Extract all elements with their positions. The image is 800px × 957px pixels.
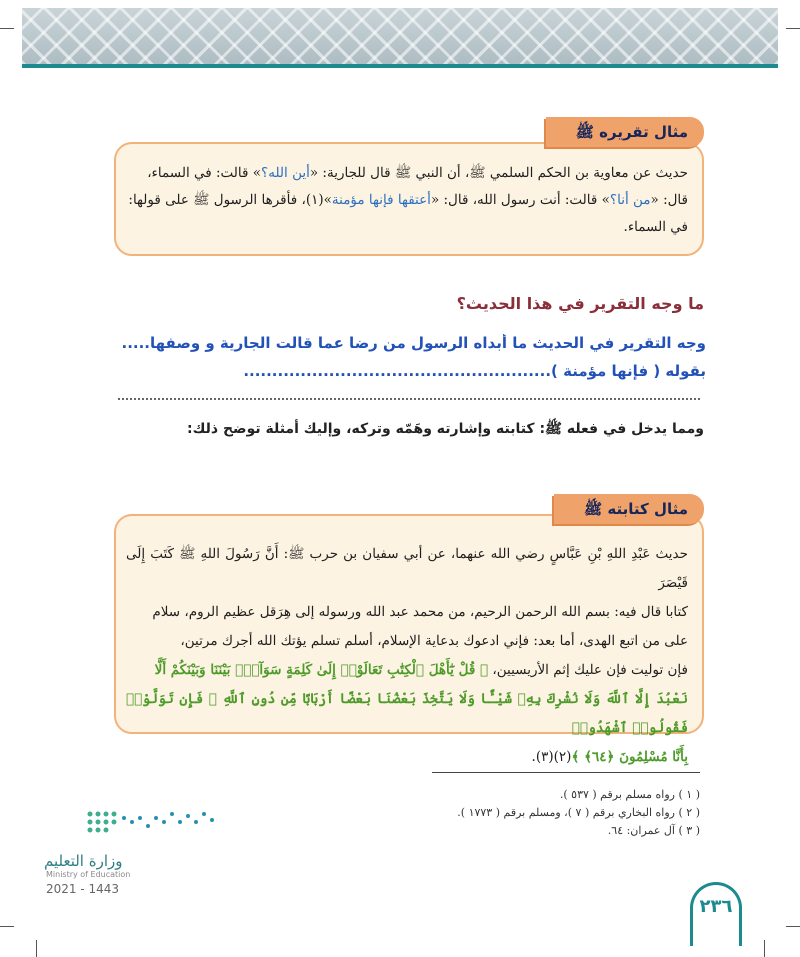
crop-mark — [0, 28, 14, 29]
text-line: بِأَنَّا مُسْلِمُونَ ﴿٦٤﴾ ﴾(٢)(٣). — [531, 749, 688, 765]
header-banner — [22, 8, 778, 68]
example-box-writing — [114, 514, 704, 765]
text-line: حديث عن معاوية بن الحكم السلمي ﷺ، أن النبي ﷺ قال للجارية: «أين الله؟» قالت: في السماء، — [147, 165, 688, 181]
text-line: نَعْبُدَ إِلَّا ٱللَّهَ وَلَا نُشْرِكَ بِهِۦ شَيْـًٔا وَلَا يَتَّخِذَ بَعْضُنَا بَعْضًا أَرْبَابًا مِّن دُونِ ٱللَّهِ ۚ فَإِن تَوَلَّوْا۟ فَقُولُوا۟ ٱشْهَدُوا۟ — [126, 691, 688, 736]
crop-mark — [786, 28, 800, 29]
text-line: في السماء. — [623, 219, 688, 235]
footnote-rule — [432, 772, 700, 773]
crop-mark — [786, 926, 800, 927]
answer-line-2: بقوله ( فإنها مؤمنة )...................................................... — [243, 362, 706, 380]
example-tab-approval: مثال تقريره ﷺ — [546, 117, 704, 147]
intro-text: ومما يدخل في فعله ﷺ: كتابته وإشارته وهَمّه وتركه، وإليك أمثلة توضح ذلك: — [187, 421, 704, 437]
example-text — [126, 160, 688, 241]
example-text — [126, 540, 688, 772]
text-line: كتابا قال فيه: بسم الله الرحمن الرحيم، من محمد عبد الله ورسوله إلى هِرَقل عظيم الروم، سلام — [152, 604, 688, 620]
text-line: حديث عَبْدِ اللهِ بْنِ عَبَّاسٍ رضي الله عنهما، عن أبي سفيان بن حرب ﷺ: أَنَّ رَسُولَ اللهِ ﷺ كَتَبَ إِلَى قَيْصَرَ — [126, 546, 688, 591]
logo-arabic: وزارة التعليم — [44, 852, 123, 870]
text-line: على من اتبع الهدى، أما بعد: فإني ادعوك بدعاية الإسلام، أسلم تسلم يؤتك الله أجرك مرتين، — [180, 633, 688, 649]
logo-year: 2021 - 1443 — [46, 882, 120, 896]
text-line: فإن توليت فإن عليك إثم الأريسيين، ﴿ قُلْ يَٰٓأَهْلَ ٱلْكِتَٰبِ تَعَالَوْا۟ إِلَىٰ كَلِمَةٍ سَوَآءٍۭ بَيْنَنَا وَبَيْنَكُمْ أَلَّا — [154, 662, 688, 678]
footnotes — [457, 786, 700, 840]
crop-mark — [36, 940, 37, 957]
crop-mark — [0, 926, 14, 927]
crop-mark — [764, 940, 765, 957]
example-box-approval — [114, 142, 704, 256]
example-tab-writing: مثال كتابته ﷺ — [554, 494, 704, 524]
text-line: قال: «من أنا؟» قالت: أنت رسول الله، قال: «أعتقها فإنها مؤمنة»(١)، فأقرها الرسول ﷺ على قولها: — [128, 192, 688, 208]
page-number: ٢٣٦ — [690, 882, 742, 946]
footnote: ( ٣ ) آل عمران: ٦٤. — [607, 824, 700, 837]
footnote: ( ١ ) رواه مسلم برقم ( ٥٣٧ ). — [559, 788, 700, 801]
ministry-logo — [44, 808, 194, 896]
question-heading: ما وجه التقرير في هذا الحديث؟ — [456, 294, 704, 313]
answer-blank-line — [118, 398, 700, 400]
footnote: ( ٢ ) رواه البخاري برقم ( ٧ )، ومسلم برقم ( ١٧٧٣ ). — [457, 806, 700, 819]
answer-line-1: وجه التقرير في الحديث ما أبداه الرسول من رضا عما قالت الجارية و وصفها..... — [121, 334, 706, 352]
logo-english: Ministry of Education — [46, 870, 131, 879]
logo-dots-icon — [84, 808, 224, 838]
